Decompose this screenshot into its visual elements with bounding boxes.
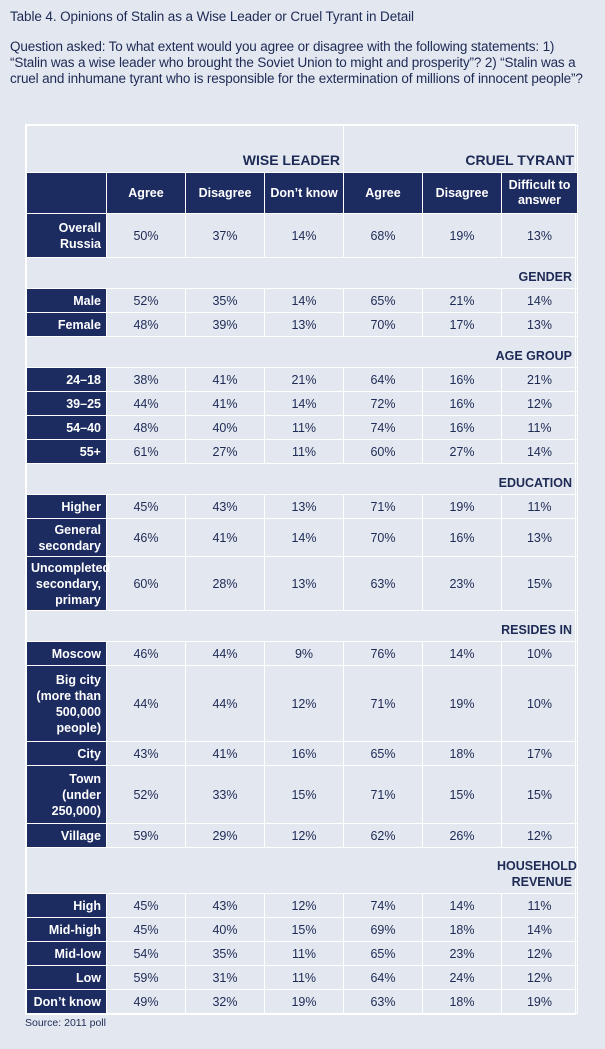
table-cell: 15% xyxy=(502,557,578,611)
table-cell: 76% xyxy=(344,642,423,666)
table-cell: 29% xyxy=(186,824,265,848)
table-cell: 18% xyxy=(423,990,502,1014)
table-cell: 11% xyxy=(502,495,578,519)
table-cell: 14% xyxy=(502,289,578,313)
cruel-tyrant-group-title: CRUEL TYRANT xyxy=(344,126,578,173)
row-label: City xyxy=(27,742,107,766)
table-cell: 12% xyxy=(502,966,578,990)
table-cell: 64% xyxy=(344,368,423,392)
table-cell: 13% xyxy=(265,313,344,337)
table-row xyxy=(27,666,578,742)
section-header-row xyxy=(27,611,578,642)
table-cell: 71% xyxy=(344,495,423,519)
table-cell: 27% xyxy=(423,440,502,464)
table-cell: 43% xyxy=(186,495,265,519)
table-row xyxy=(27,742,578,766)
table-cell: 21% xyxy=(502,368,578,392)
table-cell: 14% xyxy=(265,519,344,557)
table-cell: 14% xyxy=(265,392,344,416)
table-cell: 65% xyxy=(344,942,423,966)
table-cell: 15% xyxy=(265,766,344,824)
table-cell: 21% xyxy=(423,289,502,313)
row-label: Low xyxy=(27,966,107,990)
table-cell: 41% xyxy=(186,368,265,392)
table-row xyxy=(27,392,578,416)
table-cell: 26% xyxy=(423,824,502,848)
table-cell: 14% xyxy=(265,289,344,313)
section-title: HOUSEHOLD REVENUE xyxy=(27,848,578,894)
table-row xyxy=(27,824,578,848)
table-cell: 46% xyxy=(107,519,186,557)
table-cell: 45% xyxy=(107,918,186,942)
table-cell: 70% xyxy=(344,519,423,557)
group-header-row xyxy=(27,126,578,173)
row-label: Town (under 250,000) xyxy=(27,766,107,824)
table-cell: 28% xyxy=(186,557,265,611)
table-cell: 41% xyxy=(186,742,265,766)
table-cell: 40% xyxy=(186,416,265,440)
column-header: Disagree xyxy=(423,173,502,214)
table-row xyxy=(27,557,578,611)
table-cell: 63% xyxy=(344,557,423,611)
column-header: Agree xyxy=(344,173,423,214)
table-cell: 19% xyxy=(502,990,578,1014)
table-cell: 21% xyxy=(265,368,344,392)
table-row xyxy=(27,368,578,392)
section-title: GENDER xyxy=(27,258,578,289)
table-cell: 60% xyxy=(107,557,186,611)
table-cell: 11% xyxy=(502,894,578,918)
row-label: Higher xyxy=(27,495,107,519)
table-cell: 12% xyxy=(265,666,344,742)
table-row xyxy=(27,966,578,990)
table-cell: 48% xyxy=(107,313,186,337)
column-header-row xyxy=(27,173,578,214)
row-label: Don’t know xyxy=(27,990,107,1014)
table-cell: 65% xyxy=(344,289,423,313)
table-cell: 54% xyxy=(107,942,186,966)
table-cell: 44% xyxy=(186,642,265,666)
table-cell: 14% xyxy=(502,440,578,464)
section-header-row xyxy=(27,848,578,894)
table-cell: 71% xyxy=(344,666,423,742)
corner-cell xyxy=(27,173,107,214)
table-cell: 12% xyxy=(502,942,578,966)
column-header: Difficult to answer xyxy=(502,173,578,214)
table-cell: 35% xyxy=(186,289,265,313)
row-label: Mid-low xyxy=(27,942,107,966)
table-cell: 19% xyxy=(423,666,502,742)
table-cell: 16% xyxy=(265,742,344,766)
table-cell: 13% xyxy=(502,313,578,337)
table-cell: 41% xyxy=(186,519,265,557)
table-row xyxy=(27,990,578,1014)
row-label: Moscow xyxy=(27,642,107,666)
table-row xyxy=(27,894,578,918)
section-title: RESIDES IN xyxy=(27,611,578,642)
table-cell: 63% xyxy=(344,990,423,1014)
section-title: AGE GROUP xyxy=(27,337,578,368)
table-row xyxy=(27,942,578,966)
table-cell: 48% xyxy=(107,416,186,440)
table-cell: 13% xyxy=(265,495,344,519)
table-cell: 35% xyxy=(186,942,265,966)
row-label: Village xyxy=(27,824,107,848)
row-label: General secondary xyxy=(27,519,107,557)
table-cell: 59% xyxy=(107,966,186,990)
table-cell: 74% xyxy=(344,894,423,918)
table-cell: 14% xyxy=(423,642,502,666)
section-title: EDUCATION xyxy=(27,464,578,495)
row-label: 55+ xyxy=(27,440,107,464)
table-cell: 71% xyxy=(344,766,423,824)
row-label: Uncompleted secondary, primary xyxy=(27,557,107,611)
table-cell: 12% xyxy=(265,824,344,848)
table-cell: 38% xyxy=(107,368,186,392)
opinion-table xyxy=(25,124,576,1015)
table-cell: 43% xyxy=(107,742,186,766)
column-header: Disagree xyxy=(186,173,265,214)
table-cell: 50% xyxy=(107,214,186,258)
table-row xyxy=(27,495,578,519)
table-cell: 45% xyxy=(107,495,186,519)
table-cell: 18% xyxy=(423,742,502,766)
row-label: Mid-high xyxy=(27,918,107,942)
table-cell: 13% xyxy=(502,519,578,557)
table-caption: Table 4. Opinions of Stalin as a Wise Leader or Cruel Tyrant in Detail xyxy=(10,9,414,24)
table-cell: 62% xyxy=(344,824,423,848)
table-cell: 39% xyxy=(186,313,265,337)
table-cell: 72% xyxy=(344,392,423,416)
table-cell: 44% xyxy=(107,392,186,416)
table-cell: 60% xyxy=(344,440,423,464)
row-label: Overall Russia xyxy=(27,214,107,258)
table-row xyxy=(27,440,578,464)
row-label: 24–18 xyxy=(27,368,107,392)
table-cell: 11% xyxy=(265,440,344,464)
table-cell: 19% xyxy=(265,990,344,1014)
section-header-row xyxy=(27,337,578,368)
table-cell: 69% xyxy=(344,918,423,942)
table-row xyxy=(27,766,578,824)
table-cell: 59% xyxy=(107,824,186,848)
table-cell: 74% xyxy=(344,416,423,440)
table-row xyxy=(27,416,578,440)
table-cell: 44% xyxy=(186,666,265,742)
table-cell: 15% xyxy=(502,766,578,824)
table-cell: 49% xyxy=(107,990,186,1014)
table-cell: 11% xyxy=(265,942,344,966)
table-cell: 70% xyxy=(344,313,423,337)
table-row xyxy=(27,918,578,942)
table-cell: 52% xyxy=(107,766,186,824)
table-cell: 12% xyxy=(502,392,578,416)
row-label: High xyxy=(27,894,107,918)
table-cell: 12% xyxy=(502,824,578,848)
section-header-row xyxy=(27,464,578,495)
section-header-row xyxy=(27,258,578,289)
table-cell: 14% xyxy=(502,918,578,942)
table-cell: 46% xyxy=(107,642,186,666)
table-cell: 23% xyxy=(423,557,502,611)
table-cell: 44% xyxy=(107,666,186,742)
table-cell: 27% xyxy=(186,440,265,464)
table-cell: 37% xyxy=(186,214,265,258)
table-cell: 19% xyxy=(423,214,502,258)
table-cell: 14% xyxy=(265,214,344,258)
table-row xyxy=(27,289,578,313)
table-cell: 33% xyxy=(186,766,265,824)
table-cell: 31% xyxy=(186,966,265,990)
table-cell: 23% xyxy=(423,942,502,966)
table-cell: 65% xyxy=(344,742,423,766)
table-cell: 15% xyxy=(265,918,344,942)
question-text: Question asked: To what extent would you agree or disagree with the following statements: 1) “Stalin was a wise leader who brought the Soviet Union to might and prosperity”? 2) “Stalin was a cruel and inhumane tyrant who is responsible for the extermination of millions of innocent people”? xyxy=(10,39,583,86)
row-label: 39–25 xyxy=(27,392,107,416)
table-cell: 17% xyxy=(423,313,502,337)
table-row xyxy=(27,519,578,557)
table-cell: 32% xyxy=(186,990,265,1014)
table-row xyxy=(27,642,578,666)
table-cell: 14% xyxy=(423,894,502,918)
table-cell: 18% xyxy=(423,918,502,942)
table-cell: 40% xyxy=(186,918,265,942)
table-cell: 16% xyxy=(423,392,502,416)
table-cell: 16% xyxy=(423,368,502,392)
table-cell: 16% xyxy=(423,519,502,557)
table-cell: 19% xyxy=(423,495,502,519)
table-cell: 43% xyxy=(186,894,265,918)
table-cell: 10% xyxy=(502,642,578,666)
table-cell: 13% xyxy=(265,557,344,611)
table-cell: 11% xyxy=(265,416,344,440)
overall-row xyxy=(27,214,578,258)
table-cell: 16% xyxy=(423,416,502,440)
table-cell: 13% xyxy=(502,214,578,258)
table-cell: 41% xyxy=(186,392,265,416)
table-cell: 45% xyxy=(107,894,186,918)
table-cell: 10% xyxy=(502,666,578,742)
table-cell: 17% xyxy=(502,742,578,766)
column-header: Don’t know xyxy=(265,173,344,214)
table-cell: 52% xyxy=(107,289,186,313)
wise-leader-group-title: WISE LEADER xyxy=(27,126,344,173)
table-cell: 11% xyxy=(502,416,578,440)
row-label: Male xyxy=(27,289,107,313)
table-cell: 12% xyxy=(265,894,344,918)
table-cell: 9% xyxy=(265,642,344,666)
table-cell: 68% xyxy=(344,214,423,258)
table-row xyxy=(27,313,578,337)
table-cell: 11% xyxy=(265,966,344,990)
row-label: Female xyxy=(27,313,107,337)
source-note: Source: 2011 poll xyxy=(25,1017,106,1029)
table-cell: 64% xyxy=(344,966,423,990)
table-cell: 24% xyxy=(423,966,502,990)
row-label: 54–40 xyxy=(27,416,107,440)
table-cell: 15% xyxy=(423,766,502,824)
table-cell: 61% xyxy=(107,440,186,464)
row-label: Big city (more than 500,000 people) xyxy=(27,666,107,742)
column-header: Agree xyxy=(107,173,186,214)
